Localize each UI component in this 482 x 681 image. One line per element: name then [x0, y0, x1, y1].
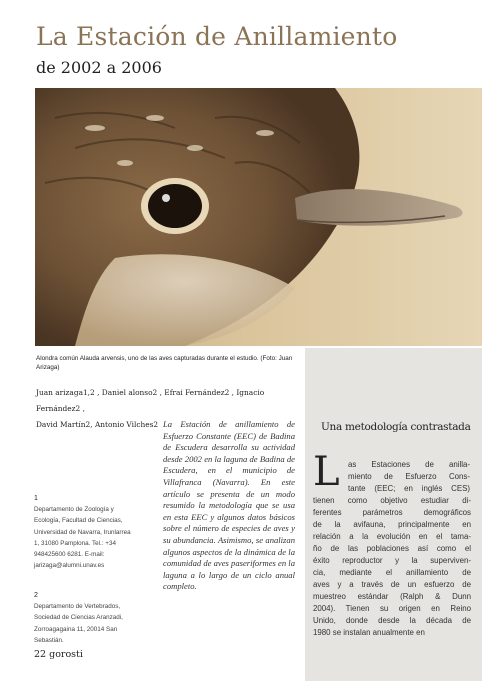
author-line-1: Juan arizaga1,2 , Daniel alonso2 , Efrai Fernández2 , Ignacio Fernández2 ,	[36, 388, 265, 413]
photo-caption: Alondra común Alauda arvensis, uno de las aves capturadas durante el estudio. (Foto: Juan Arizaga)	[36, 355, 293, 371]
body-text-line: 2004). Tienen su origen en Reino	[313, 604, 471, 613]
article-subtitle: de 2002 a 2006	[36, 58, 162, 77]
author-line-2: David Martín2, Antonio Vilches2	[36, 420, 159, 429]
body-text-line: ño de las poblaciones así como el	[313, 544, 471, 553]
body-text-line: as Estaciones de anilla-	[348, 460, 470, 469]
affiliation-2-text: Departamento de Vertebrados, Sociedad de Ciencias Aranzadi, Zorroagagaina 11, 20014 San Sebastián.	[34, 603, 123, 644]
drop-cap: L	[313, 449, 340, 495]
body-text-line: relación a la evolución en el tama-	[313, 532, 471, 541]
body-text-line: Unido, donde desde la década de	[313, 616, 471, 625]
body-text-line: tienen como objetivo estudiar di-	[313, 496, 471, 505]
page-folio: 22 gorosti	[34, 649, 83, 660]
bird-photo	[35, 88, 482, 346]
section-heading: Una metodología contrastada	[321, 421, 471, 433]
body-text-line: ferentes parámetros demográficos	[313, 508, 471, 517]
body-text-line: miento de Esfuerzo Cons-	[348, 472, 470, 481]
article-title: La Estación de Anillamiento	[36, 22, 398, 51]
affiliation-2-number: 2	[34, 592, 38, 599]
affiliation-1-text: Departamento de Zoología y Ecología, Facultad de Ciencias, Universidad de Navarra, Irunlarrea 1, 31080 Pamplona. Tel.: +34 948425600 6281. E-mail: jarizaga@alumni.unav.es	[34, 506, 131, 570]
body-text-line: aves y a través de un esfuerzo de	[313, 580, 471, 589]
body-text-line: éxito reproductor y la superviven-	[313, 556, 471, 565]
body-text-line: de la avifauna, principalmente en	[313, 520, 471, 529]
affiliation-2	[34, 590, 134, 646]
body-text-line: tante (EEC; en inglés CES)	[348, 484, 470, 493]
body-text-line: cia, mediante el anillamiento de	[313, 568, 471, 577]
body-text-line: 1980 se instalan anualmente en	[313, 628, 425, 637]
abstract: La Estación de anillamiento de Esfuerzo Constante (EEC) de Badina de Escudera desarrolla su actividad desde 2002 en la laguna de Badina de Escudera, en el municipio de Villafranca (Navarra). En este artículo se presenta de un modo resumido la metodología que se usa en esta EEC y algunos datos básicos sobre el número de especies de aves y su abundancia. Asimismo, se analizan algunos aspectos de la dinámica de la comunidad de aves paseriformes en la laguna a lo largo de un ciclo anual completo.	[163, 419, 295, 592]
body-text-line: muestreo estándar (Ralph & Dunn	[313, 592, 471, 601]
affiliation-1	[34, 493, 134, 571]
affiliation-1-number: 1	[34, 495, 38, 502]
